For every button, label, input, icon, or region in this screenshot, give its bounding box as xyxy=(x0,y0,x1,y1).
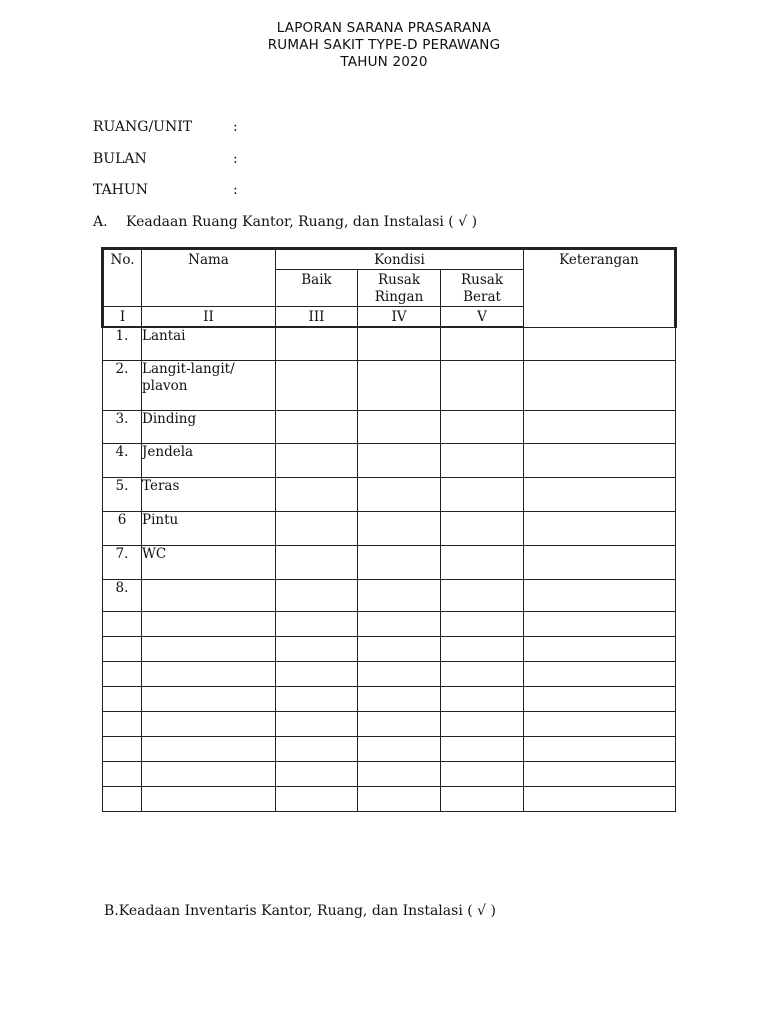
row-name: WC xyxy=(142,545,276,579)
row-number: 6 xyxy=(103,511,142,545)
section-a-letter: A. xyxy=(93,214,108,230)
cell-baik xyxy=(276,579,358,611)
cell-rusak-ringan xyxy=(358,360,441,410)
table-row xyxy=(103,360,676,410)
field-tahun xyxy=(93,182,238,198)
table-row-empty xyxy=(103,611,676,636)
cell-rusak-berat xyxy=(441,477,524,511)
cell-keterangan xyxy=(524,477,676,511)
header-kondisi: Kondisi xyxy=(276,249,524,270)
table-row xyxy=(103,511,676,545)
header-keterangan: Keterangan xyxy=(524,249,676,328)
header-rusak-ringan: Rusak Ringan xyxy=(358,270,441,307)
header-nama: Nama xyxy=(142,249,276,307)
field-colon: : xyxy=(233,119,238,135)
cell-rusak-berat xyxy=(441,511,524,545)
field-label: RUANG/UNIT xyxy=(93,119,193,135)
cell-baik xyxy=(276,443,358,477)
cell-rusak-berat xyxy=(441,579,524,611)
row-number: 1. xyxy=(103,327,142,360)
title-line-2: RUMAH SAKIT TYPE-D PERAWANG xyxy=(267,37,501,53)
header-baik: Baik xyxy=(276,270,358,307)
cell-rusak-ringan xyxy=(358,579,441,611)
cell-keterangan xyxy=(524,327,676,360)
roman-ii: II xyxy=(142,307,276,328)
table-row-empty xyxy=(103,636,676,661)
field-colon: : xyxy=(233,182,238,198)
row-name: Teras xyxy=(142,477,276,511)
header-rusak-berat: Rusak Berat xyxy=(441,270,524,307)
cell-rusak-berat xyxy=(441,327,524,360)
field-label: TAHUN xyxy=(93,182,148,198)
cell-baik xyxy=(276,545,358,579)
cell-rusak-berat xyxy=(441,545,524,579)
table-row-empty xyxy=(103,761,676,786)
table-row-empty xyxy=(103,711,676,736)
table-row-empty xyxy=(103,686,676,711)
roman-v: V xyxy=(441,307,524,328)
table-row xyxy=(103,443,676,477)
cell-baik xyxy=(276,511,358,545)
field-colon: : xyxy=(233,151,238,167)
table-row xyxy=(103,477,676,511)
cell-rusak-ringan xyxy=(358,477,441,511)
row-name xyxy=(142,579,276,611)
row-name: Lantai xyxy=(142,327,276,360)
cell-baik xyxy=(276,327,358,360)
cell-baik xyxy=(276,360,358,410)
row-number: 5. xyxy=(103,477,142,511)
row-number: 4. xyxy=(103,443,142,477)
table-row-empty xyxy=(103,661,676,686)
section-a-title: Keadaan Ruang Kantor, Ruang, dan Instalasi ( √ ) xyxy=(126,214,478,230)
row-number: 7. xyxy=(103,545,142,579)
cell-keterangan xyxy=(524,511,676,545)
cell-baik xyxy=(276,477,358,511)
row-number: 3. xyxy=(103,410,142,443)
field-ruang-unit xyxy=(93,119,238,135)
cell-keterangan xyxy=(524,410,676,443)
section-a-heading xyxy=(93,214,477,230)
table-row xyxy=(103,327,676,360)
table-row xyxy=(103,545,676,579)
section-b-heading: B.Keadaan Inventaris Kantor, Ruang, dan Instalasi ( √ ) xyxy=(104,903,496,919)
roman-iii: III xyxy=(276,307,358,328)
cell-rusak-berat xyxy=(441,360,524,410)
condition-table xyxy=(101,247,677,812)
field-bulan xyxy=(93,151,238,167)
cell-keterangan xyxy=(524,443,676,477)
table-row xyxy=(103,410,676,443)
cell-rusak-berat xyxy=(441,443,524,477)
cell-rusak-berat xyxy=(441,410,524,443)
report-title xyxy=(0,20,768,71)
title-line-1: LAPORAN SARANA PRASARANA xyxy=(276,20,492,36)
row-name: Pintu xyxy=(142,511,276,545)
row-number: 2. xyxy=(103,360,142,410)
cell-rusak-ringan xyxy=(358,410,441,443)
cell-rusak-ringan xyxy=(358,443,441,477)
cell-baik xyxy=(276,410,358,443)
table-row-empty xyxy=(103,786,676,811)
cell-rusak-ringan xyxy=(358,511,441,545)
row-name: Jendela xyxy=(142,443,276,477)
row-name: Langit-langit/ plavon xyxy=(142,360,276,410)
cell-rusak-ringan xyxy=(358,327,441,360)
cell-rusak-ringan xyxy=(358,545,441,579)
header-no: No. xyxy=(103,249,142,307)
table-row-empty xyxy=(103,736,676,761)
cell-keterangan xyxy=(524,545,676,579)
field-label: BULAN xyxy=(93,151,147,167)
cell-keterangan xyxy=(524,360,676,410)
row-number: 8. xyxy=(103,579,142,611)
roman-iv: IV xyxy=(358,307,441,328)
table-row xyxy=(103,579,676,611)
roman-i: I xyxy=(103,307,142,328)
row-name: Dinding xyxy=(142,410,276,443)
cell-keterangan xyxy=(524,579,676,611)
title-line-3: TAHUN 2020 xyxy=(340,54,428,70)
